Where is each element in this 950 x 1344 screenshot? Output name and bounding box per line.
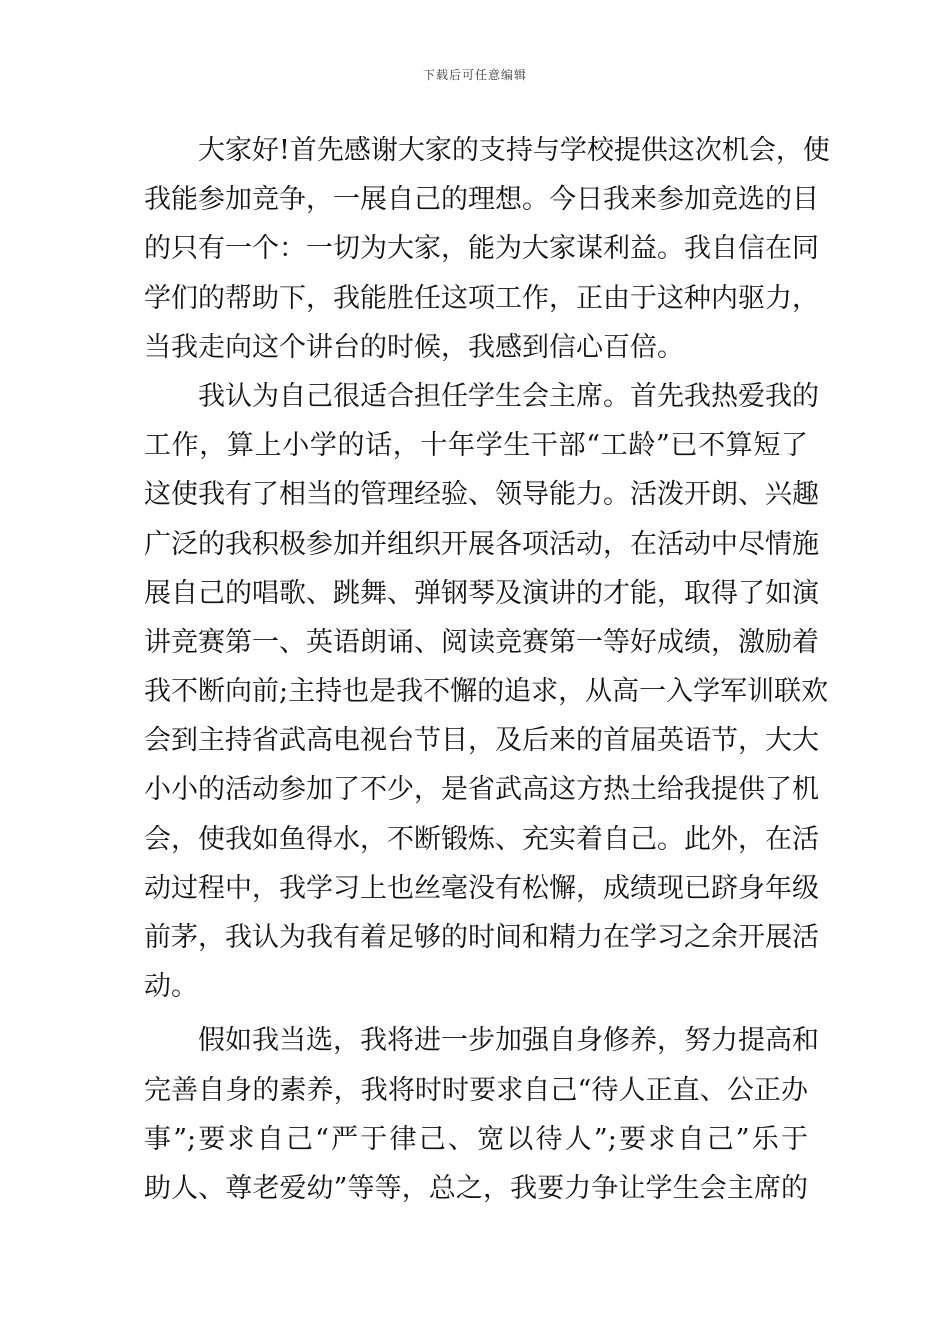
text-line: 学们的帮助下，我能胜任这项工作，正由于这种内驱力， — [144, 282, 819, 314]
text-line: 大家好!首先感谢大家的支持与学校提供这次机会，使 — [198, 135, 830, 166]
text-line: 我不断向前;主持也是我不懈的追求，从高一入学军训联欢 — [144, 676, 829, 708]
paragraph-3 — [144, 1016, 819, 1213]
text-line: 讲竞赛第一、英语朗诵、阅读竞赛第一等好成绩，激励着 — [144, 626, 819, 658]
text-line: 前茅，我认为我有着足够的时间和精力在学习之余开展活 — [144, 922, 819, 953]
text-line: 动。 — [144, 971, 198, 1003]
text-line: 我认为自己很适合担任学生会主席。首先我热爱我的 — [198, 380, 819, 412]
text-line: 广泛的我积极参加并组织开展各项活动，在活动中尽情施 — [144, 528, 819, 560]
text-line: 的只有一个：一切为大家，能为大家谋利益。我自信在同 — [144, 233, 819, 265]
text-line: 会，使我如鱼得水，不断锻炼、充实着自己。此外，在活 — [144, 823, 819, 855]
text-line: 小小的活动参加了不少，是省武高这方热土给我提供了机 — [144, 774, 819, 806]
text-line: 当我走向这个讲台的时候，我感到信心百倍。 — [144, 331, 684, 363]
header-note: 下载后可任意编辑 — [422, 68, 527, 82]
paragraph-1 — [144, 126, 830, 372]
text-line: 动过程中，我学习上也丝毫没有松懈，成绩现已跻身年级 — [144, 872, 819, 904]
text-line: 展自己的唱歌、跳舞、弹钢琴及演讲的才能，取得了如演 — [144, 577, 819, 609]
text-line: 我能参加竞争，一展自己的理想。今日我来参加竞选的目 — [144, 184, 819, 216]
paragraph-2 — [144, 372, 829, 1011]
text-line: 工作，算上小学的话，十年学生干部“工龄”已不算短了 — [144, 430, 808, 462]
text-line: 完善自身的素养，我将时时要求自己“待人正直、公正办 — [144, 1074, 808, 1106]
body-text — [144, 126, 830, 1213]
text-line: 会到主持省武高电视台节目，及后来的首届英语节，大大 — [144, 725, 819, 757]
text-line: 这使我有了相当的管理经验、领导能力。活泼开朗、兴趣 — [144, 479, 819, 511]
text-line: 助人、尊老爱幼”等等，总之，我要力争让学生会主席的 — [144, 1172, 808, 1204]
text-line: 事”;要求自己“严于律己、宽以待人”;要求自己”乐于 — [144, 1123, 808, 1155]
text-line: 假如我当选，我将进一步加强自身修养，努力提高和 — [198, 1025, 819, 1057]
